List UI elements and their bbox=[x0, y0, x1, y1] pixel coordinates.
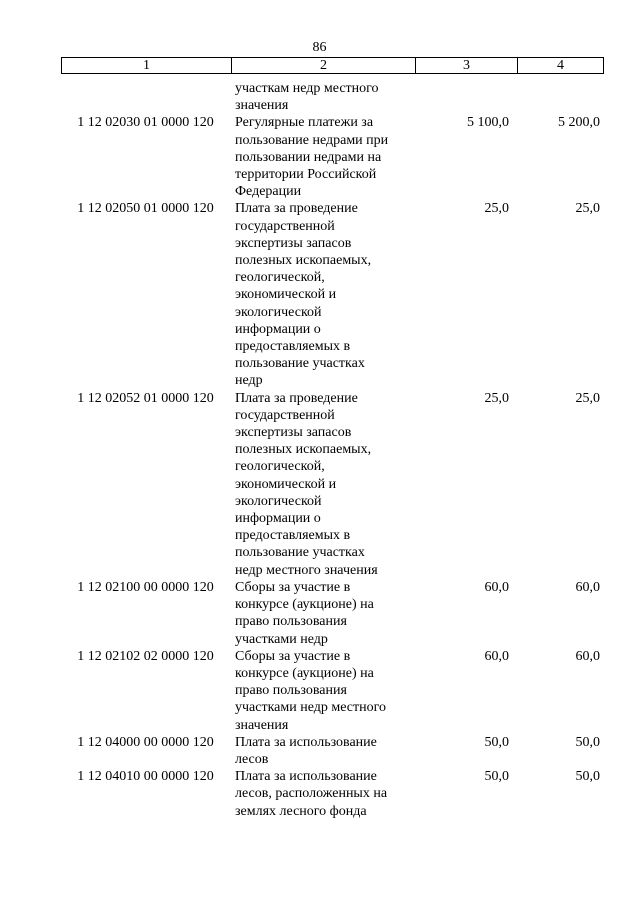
row-description bbox=[230, 648, 413, 734]
description-line: экспертизы запасов bbox=[235, 425, 352, 441]
description-line: государственной bbox=[235, 407, 335, 423]
table-row bbox=[61, 200, 604, 389]
description-line: Федерации bbox=[235, 184, 302, 200]
description-line: экономической и bbox=[235, 287, 337, 303]
description-line: пользование участках bbox=[235, 356, 365, 372]
row-description bbox=[230, 579, 413, 648]
column-header-4: 4 bbox=[557, 58, 564, 73]
table-row bbox=[61, 579, 604, 648]
description-line: Плата за использование bbox=[235, 769, 377, 785]
description-line: экологической bbox=[235, 304, 322, 320]
row-value-col4: 25,0 bbox=[575, 390, 600, 406]
row-code: 1 12 02030 01 0000 120 bbox=[77, 115, 214, 131]
description-line: информации о bbox=[235, 511, 321, 527]
description-line: полезных ископаемых, bbox=[235, 253, 372, 269]
table-row bbox=[61, 80, 604, 114]
column-header-1: 1 bbox=[62, 58, 232, 73]
description-line: Плата за использование bbox=[235, 734, 377, 750]
row-value-col4: 50,0 bbox=[575, 769, 600, 785]
description-line: полезных ископаемых, bbox=[235, 442, 372, 458]
description-line: территории Российской bbox=[235, 167, 377, 183]
row-description bbox=[230, 200, 413, 389]
row-value-col3: 5 100,0 bbox=[467, 115, 509, 131]
description-line: участкам недр местного bbox=[235, 81, 379, 96]
description-line: значения bbox=[235, 98, 289, 114]
description-line: землях лесного фонда bbox=[235, 803, 367, 819]
description-line: экспертизы запасов bbox=[235, 235, 352, 251]
table-body bbox=[61, 80, 604, 820]
row-value-col4 bbox=[514, 80, 604, 114]
row-code bbox=[61, 80, 230, 114]
description-line: участками недр bbox=[235, 631, 328, 647]
description-line: конкурсе (аукционе) на bbox=[235, 597, 374, 613]
description-line: информации о bbox=[235, 321, 321, 337]
table-header bbox=[61, 57, 604, 74]
row-code: 1 12 02102 02 0000 120 bbox=[77, 648, 214, 664]
description-line: право пользования bbox=[235, 614, 347, 630]
description-line: Сборы за участие в bbox=[235, 648, 351, 664]
row-value-col4: 50,0 bbox=[575, 734, 600, 750]
description-line: геологической, bbox=[235, 270, 325, 286]
description-line: предоставляемых в bbox=[235, 528, 351, 544]
table-row bbox=[61, 390, 604, 579]
description-line: недр местного значения bbox=[235, 562, 378, 578]
row-code: 1 12 04000 00 0000 120 bbox=[77, 734, 214, 750]
description-line: геологической, bbox=[235, 459, 325, 475]
row-value-col3 bbox=[413, 80, 514, 114]
description-line: государственной bbox=[235, 218, 335, 234]
description-line: конкурсе (аукционе) на bbox=[235, 665, 374, 681]
description-line: экономической и bbox=[235, 476, 337, 492]
row-value-col3: 25,0 bbox=[484, 201, 509, 217]
description-line: Регулярные платежи за bbox=[235, 115, 374, 131]
row-code: 1 12 02100 00 0000 120 bbox=[77, 579, 214, 595]
row-description bbox=[230, 734, 413, 768]
table-row bbox=[61, 768, 604, 820]
description-line: пользовании недрами на bbox=[235, 149, 382, 165]
description-line: пользование участках bbox=[235, 545, 365, 561]
description-line: Плата за проведение bbox=[235, 201, 358, 217]
column-header-3: 3 bbox=[416, 58, 518, 73]
row-description bbox=[230, 80, 413, 114]
row-value-col3: 50,0 bbox=[484, 769, 509, 785]
row-description bbox=[230, 768, 413, 820]
description-line: Сборы за участие в bbox=[235, 579, 351, 595]
row-code: 1 12 02052 01 0000 120 bbox=[77, 390, 214, 406]
description-line: экологической bbox=[235, 493, 322, 509]
page-number: 86 bbox=[312, 40, 327, 55]
description-line: лесов, расположенных на bbox=[235, 786, 388, 802]
row-value-col3: 60,0 bbox=[484, 579, 509, 595]
description-line: пользование недрами при bbox=[235, 132, 389, 148]
row-code: 1 12 04010 00 0000 120 bbox=[77, 769, 214, 785]
row-code: 1 12 02050 01 0000 120 bbox=[77, 201, 214, 217]
column-header-2: 2 bbox=[232, 58, 416, 73]
description-line: значения bbox=[235, 717, 289, 733]
description-line: лесов bbox=[235, 751, 269, 767]
table-row bbox=[61, 734, 604, 768]
description-line: Плата за проведение bbox=[235, 390, 358, 406]
row-value-col3: 25,0 bbox=[484, 390, 509, 406]
row-description bbox=[230, 390, 413, 579]
row-value-col4: 25,0 bbox=[575, 201, 600, 217]
row-value-col3: 60,0 bbox=[484, 648, 509, 664]
row-description bbox=[230, 114, 413, 200]
description-line: участками недр местного bbox=[235, 700, 387, 716]
row-value-col3: 50,0 bbox=[484, 734, 509, 750]
row-value-col4: 60,0 bbox=[575, 648, 600, 664]
row-value-col4: 60,0 bbox=[575, 579, 600, 595]
table-row bbox=[61, 114, 604, 200]
row-value-col4: 5 200,0 bbox=[558, 115, 600, 131]
description-line: право пользования bbox=[235, 683, 347, 699]
table-row bbox=[61, 648, 604, 734]
description-line: недр bbox=[235, 373, 263, 389]
description-line: предоставляемых в bbox=[235, 339, 351, 355]
